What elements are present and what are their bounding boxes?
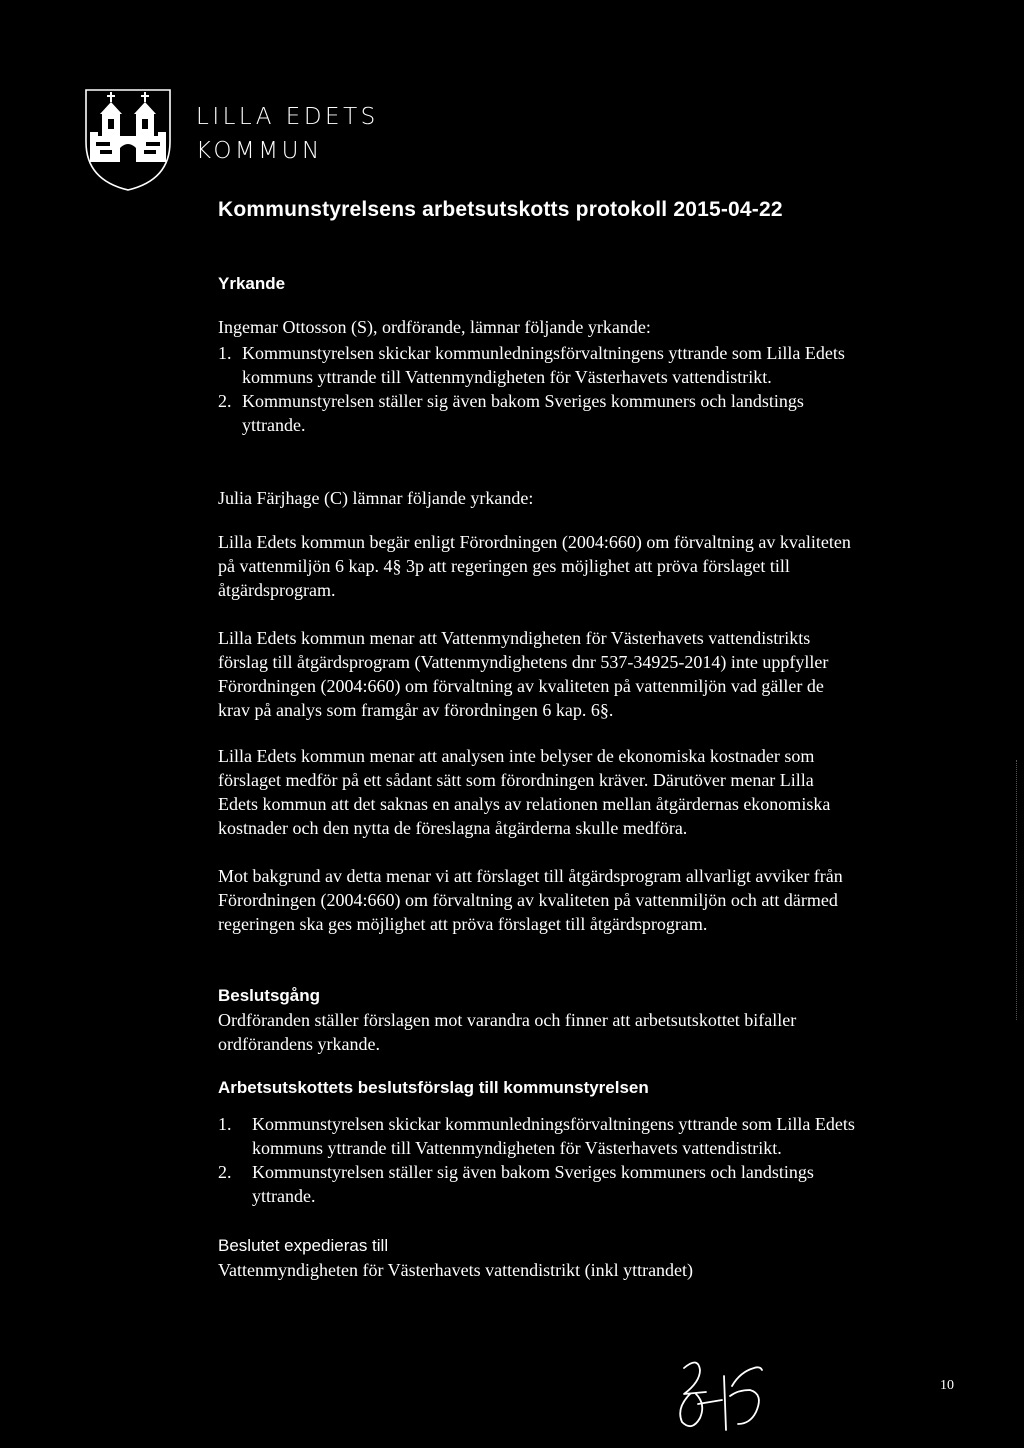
paragraph-line: kostnader och den nytta de föreslagna åtgärderna skulle medföra. bbox=[218, 818, 688, 838]
scan-edge-mark bbox=[1016, 760, 1019, 1020]
item-line: Kommunstyrelsen skickar kommunledningsförvaltningens yttrande som Lilla Edets bbox=[242, 343, 845, 363]
municipality-logotype bbox=[196, 100, 379, 168]
item-line: yttrande. bbox=[242, 415, 306, 435]
julia-paragraph-2 bbox=[218, 626, 828, 722]
yrkande-list bbox=[218, 341, 845, 437]
paragraph-line: Edets kommun att det saknas en analys av relationen mellan åtgärdernas ekonomiska bbox=[218, 794, 831, 814]
coat-of-arms-icon bbox=[80, 84, 176, 194]
item-line: Kommunstyrelsen ställer sig även bakom Sveriges kommuners och landstings bbox=[252, 1162, 814, 1182]
list-item bbox=[218, 389, 845, 437]
paragraph-line: Förordningen (2004:660) om förvaltning av kvaliteten på vattenmiljön vad gäller de bbox=[218, 676, 824, 696]
item-number: 2. bbox=[218, 1162, 232, 1182]
yrkande-intro: Ingemar Ottosson (S), ordförande, lämnar följande yrkande: bbox=[218, 317, 651, 337]
item-line: Kommunstyrelsen ställer sig även bakom Sveriges kommuners och landstings bbox=[242, 391, 804, 411]
item-line: yttrande. bbox=[252, 1186, 316, 1206]
paragraph-line: Ordföranden ställer förslagen mot varandra och finner att arbetsutskottet bifaller bbox=[218, 1010, 797, 1030]
paragraph-line: på vattenmiljön 6 kap. 4§ 3p att regeringen ges möjlighet att pröva förslaget till bbox=[218, 556, 790, 576]
paragraph-line: förslaget medför på ett sådant sätt som förordningen kräver. Därutöver menar Lilla bbox=[218, 770, 814, 790]
list-item bbox=[218, 1112, 855, 1160]
beslutsgang-heading: Beslutsgång bbox=[218, 986, 321, 1005]
paragraph-line: ordförandens yrkande. bbox=[218, 1034, 380, 1054]
paragraph-line: åtgärdsprogram. bbox=[218, 580, 336, 600]
expedieras-heading: Beslutet expedieras till bbox=[218, 1236, 389, 1255]
expedieras-text: Vattenmyndigheten för Västerhavets vattendistrikt (inkl yttrandet) bbox=[218, 1260, 694, 1280]
paragraph-line: Lilla Edets kommun begär enligt Förordningen (2004:660) om förvaltning av kvaliteten bbox=[218, 532, 851, 552]
beslutsforslag-list bbox=[218, 1112, 855, 1208]
page-number: 10 bbox=[940, 1378, 954, 1393]
paragraph-line: krav på analys som framgår av förordningen 6 kap. 6§. bbox=[218, 700, 614, 720]
paragraph-line: regeringen ska ges möjlighet att pröva förslaget till åtgärdsprogram. bbox=[218, 914, 708, 934]
paragraph-line: Mot bakgrund av detta menar vi att förslaget till åtgärdsprogram allvarligt avviker från bbox=[218, 866, 843, 886]
item-number: 2. bbox=[218, 391, 232, 411]
paragraph-line: Lilla Edets kommun menar att analysen inte belyser de ekonomiska kostnader som bbox=[218, 746, 815, 766]
paragraph-line: Lilla Edets kommun menar att Vattenmyndigheten för Västerhavets vattendistrikts bbox=[218, 628, 811, 648]
item-line: kommuns yttrande till Vattenmyndigheten för Västerhavets vattendistrikt. bbox=[252, 1138, 782, 1158]
item-number: 1. bbox=[218, 343, 232, 363]
list-item bbox=[218, 341, 845, 389]
list-item bbox=[218, 1160, 855, 1208]
document-title: Kommunstyrelsens arbetsutskotts protokoll 2015-04-22 bbox=[218, 198, 783, 221]
julia-intro: Julia Färjhage (C) lämnar följande yrkande: bbox=[218, 488, 534, 508]
item-line: kommuns yttrande till Vattenmyndigheten för Västerhavets vattendistrikt. bbox=[242, 367, 772, 387]
paragraph-line: Förordningen (2004:660) om förvaltning av kvaliteten på vattenmiljön och att därmed bbox=[218, 890, 838, 910]
item-line: Kommunstyrelsen skickar kommunledningsförvaltningens yttrande som Lilla Edets bbox=[252, 1114, 855, 1134]
item-number: 1. bbox=[218, 1114, 232, 1134]
beslutsgang-text bbox=[218, 1008, 796, 1056]
paragraph-line: förslag till åtgärdsprogram (Vattenmyndighetens dnr 537-34925-2014) inte uppfyller bbox=[218, 652, 829, 672]
julia-paragraph-4 bbox=[218, 864, 843, 936]
brand-line-1: LILLA EDETS bbox=[196, 104, 379, 130]
julia-paragraph-3 bbox=[218, 744, 830, 840]
yrkande-heading: Yrkande bbox=[218, 274, 286, 293]
brand-line-2: KOMMUN bbox=[196, 138, 323, 164]
julia-paragraph-1 bbox=[218, 530, 851, 602]
beslutsforslag-heading: Arbetsutskottets beslutsförslag till kommunstyrelsen bbox=[218, 1078, 649, 1097]
signature-icon bbox=[640, 1346, 790, 1436]
